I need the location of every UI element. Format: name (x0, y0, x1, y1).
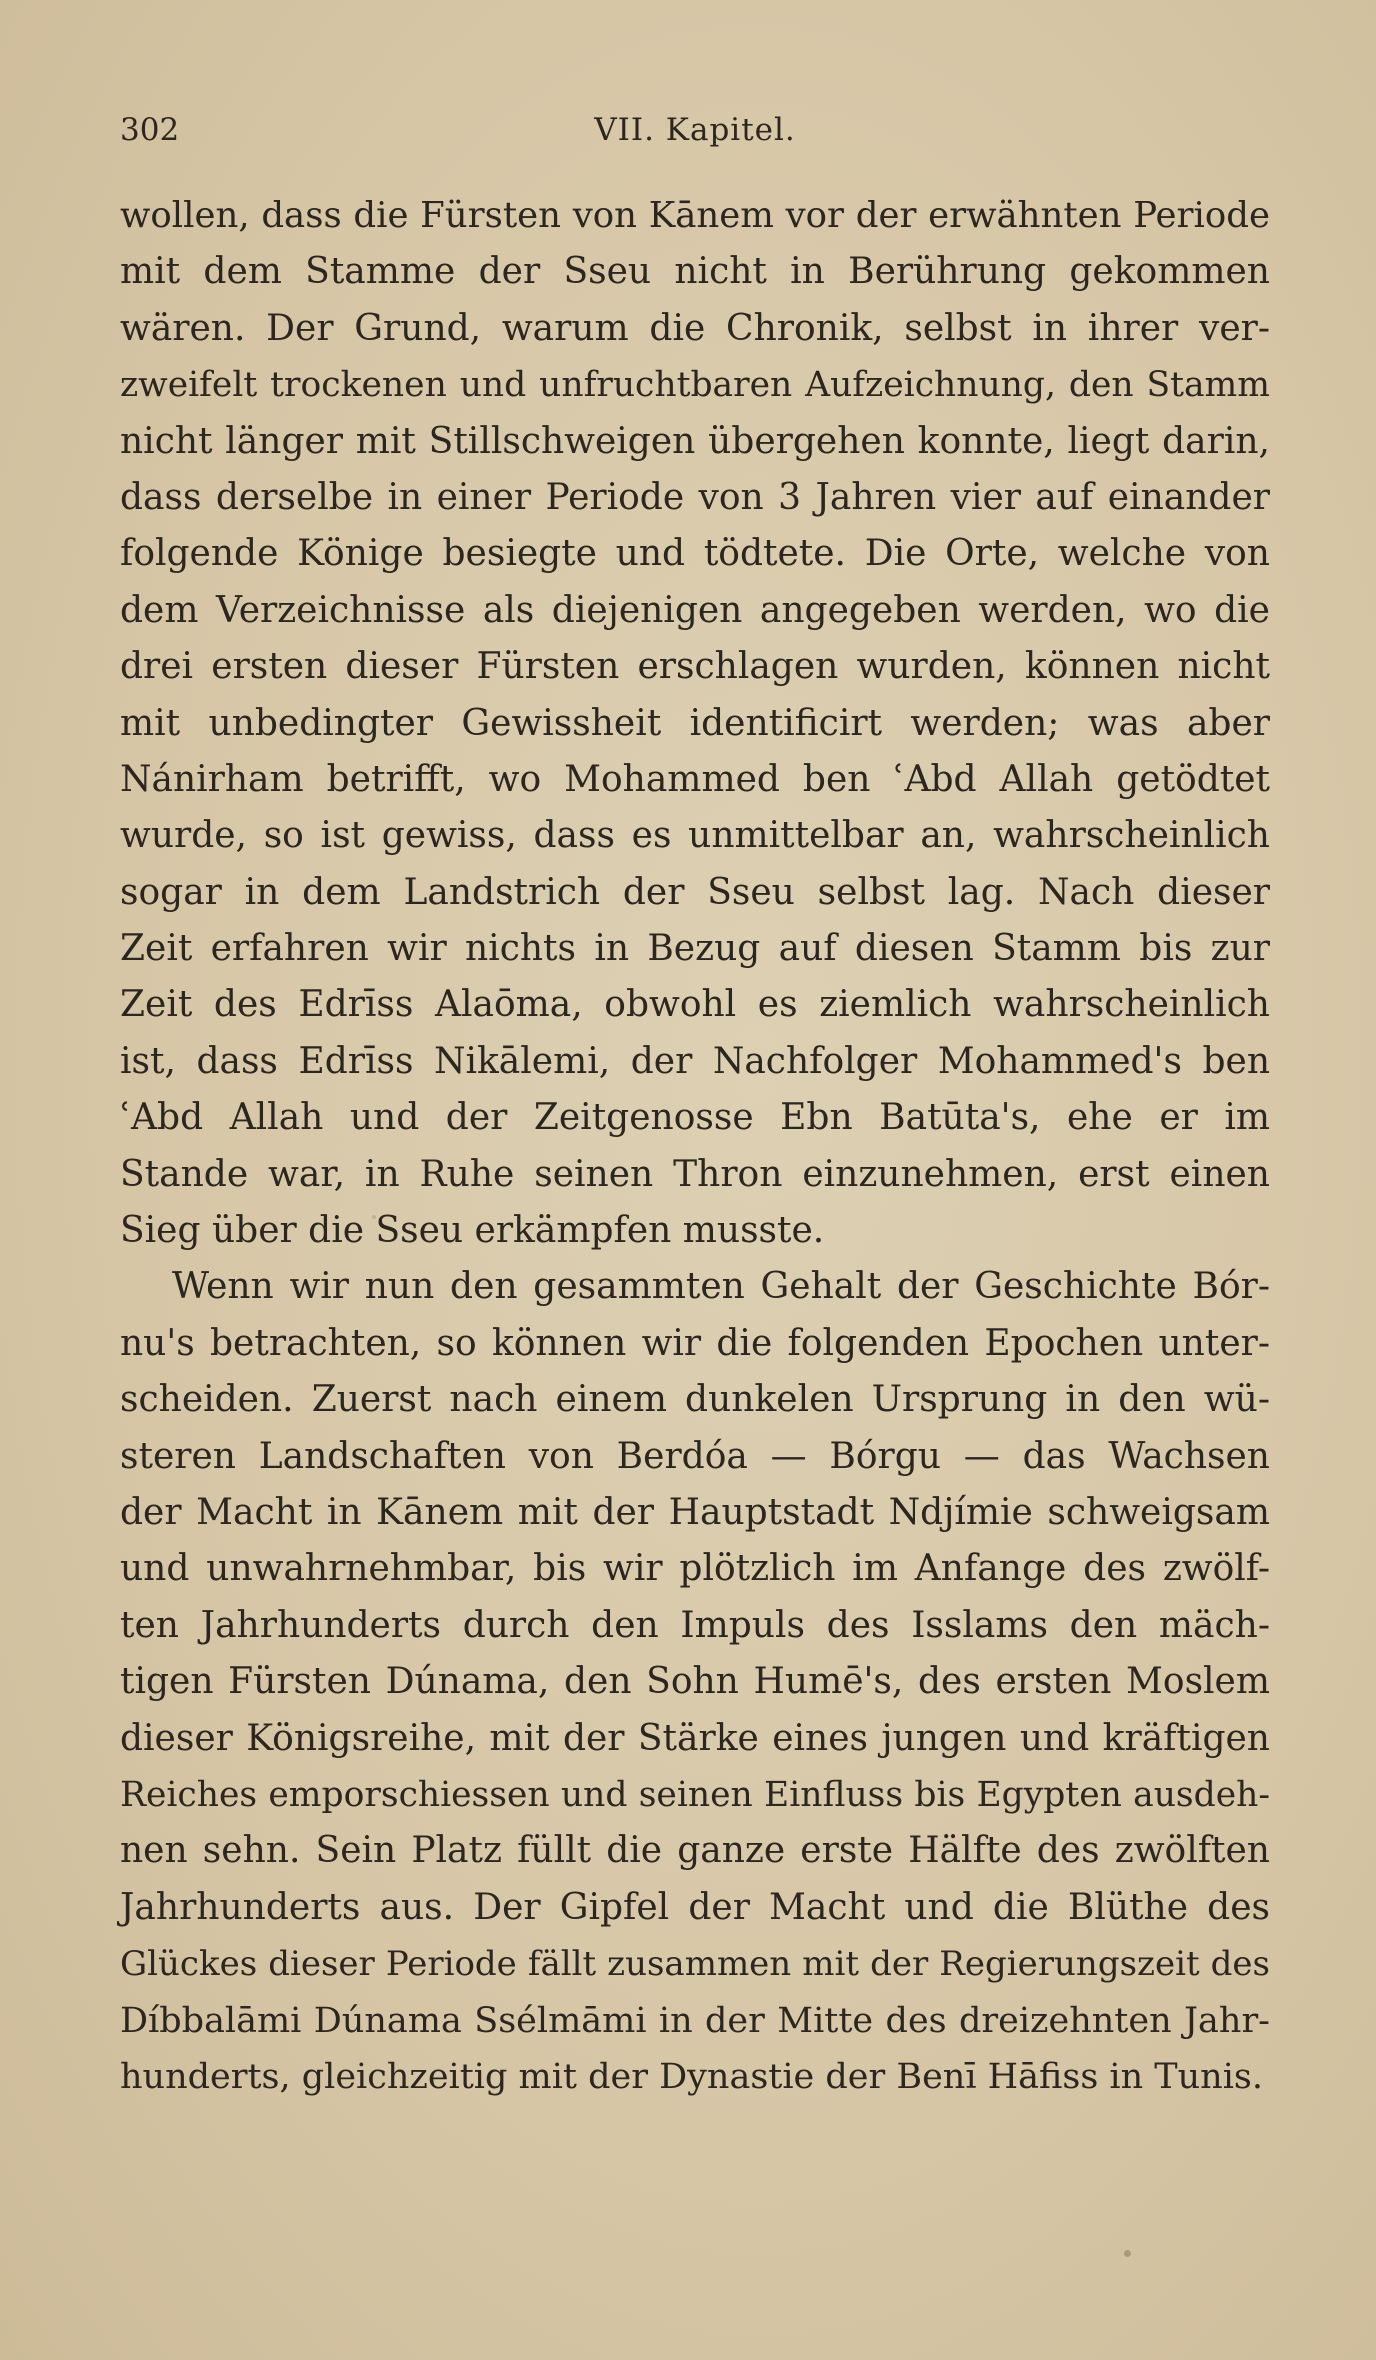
paper-speck (372, 1215, 376, 1219)
text-line: Reiches emporschiessen und seinen Einfluss bis Egypten ausdeh- (120, 1774, 1270, 1815)
text-line: Jahrhunderts aus. Der Gipfel der Macht und die Blüthe des (120, 1886, 1270, 1928)
text-line: ten Jahrhunderts durch den Impuls des Isslams den mäch- (120, 1604, 1270, 1646)
text-line: Zeit des Edrīss Alaōma, obwohl es ziemlich wahrscheinlich (120, 984, 1270, 1026)
body-text (120, 188, 1270, 2105)
text-line: der Macht in Kānem mit der Hauptstadt Ndjímie schweigsam (120, 1491, 1270, 1533)
paper-speck (1124, 2250, 1131, 2257)
text-line: drei ersten dieser Fürsten erschlagen wurden, können nicht (120, 646, 1270, 688)
text-line: dieser Königsreihe, mit der Stärke eines jungen und kräftigen (120, 1717, 1270, 1759)
text-line: nu's betrachten, so können wir die folgenden Epochen unter- (120, 1322, 1270, 1364)
text-line: scheiden. Zuerst nach einem dunkelen Ursprung in den wü- (120, 1379, 1270, 1421)
text-line: wollen, dass die Fürsten von Kānem vor der erwähnten Periode (120, 195, 1270, 236)
text-line: und unwahrnehmbar, bis wir plötzlich im Anfange des zwölf- (120, 1548, 1270, 1590)
text-line: Stande war, in Ruhe seinen Thron einzunehmen, erst einen (120, 1153, 1270, 1195)
text-line: sogar in dem Landstrich der Sseu selbst lag. Nach dieser (120, 871, 1270, 913)
text-line: Díbbalāmi Dúnama Ssélmāmi in der Mitte des dreizehnten Jahr- (120, 2000, 1270, 2041)
text-line: zweifelt trockenen und unfruchtbaren Aufzeichnung, den Stamm (120, 365, 1270, 406)
text-line: nicht länger mit Stillschweigen übergehen konnte, liegt darin, (120, 420, 1270, 462)
text-line: tigen Fürsten Dúnama, den Sohn Humē's, des ersten Moslem (120, 1661, 1270, 1703)
text-line: wären. Der Grund, warum die Chronik, selbst in ihrer ver- (120, 307, 1270, 349)
text-line: dass derselbe in einer Periode von 3 Jahren vier auf einander (120, 476, 1270, 518)
text-line: Zeit erfahren wir nichts in Bezug auf diesen Stamm bis zur (120, 928, 1270, 970)
text-line: mit unbedingter Gewissheit identificirt werden; was aber (120, 702, 1270, 744)
text-line: nen sehn. Sein Platz füllt die ganze erste Hälfte des zwölften (120, 1830, 1270, 1872)
text-line: steren Landschaften von Berdóa — Bórgu — das Wachsen (120, 1435, 1270, 1477)
text-line: folgende Könige besiegte und tödtete. Die Orte, welche von (120, 533, 1270, 575)
page-header (120, 108, 1270, 152)
running-head: VII. Kapitel. (594, 112, 796, 148)
text-line: Sieg über die Sseu erkämpfen musste. (120, 1210, 825, 1252)
text-line: ist, dass Edrīss Nikālemi, der Nachfolger Mohammed's ben (120, 1040, 1270, 1082)
text-line: dem Verzeichnisse als diejenigen angegeben werden, wo die (120, 589, 1270, 631)
text-line: Glückes dieser Periode fällt zusammen mit der Regierungszeit des (120, 1944, 1270, 1985)
text-line: mit dem Stamme der Sseu nicht in Berührung gekommen (120, 251, 1270, 293)
text-line: Wenn wir nun den gesammten Gehalt der Geschichte Bór- (172, 1266, 1270, 1308)
text-line: hunderts, gleichzeitig mit der Dynastie der Benī Hāfiss in Tunis. (120, 2056, 1264, 2097)
text-line: ʿAbd Allah und der Zeitgenosse Ebn Batūta's, ehe er im (120, 1097, 1270, 1139)
text-line: wurde, so ist gewiss, dass es unmittelbar an, wahrscheinlich (120, 815, 1270, 857)
page-number: 302 (120, 112, 180, 148)
text-line: Nánirham betrifft, wo Mohammed ben ʿAbd Allah getödtet (120, 758, 1270, 800)
